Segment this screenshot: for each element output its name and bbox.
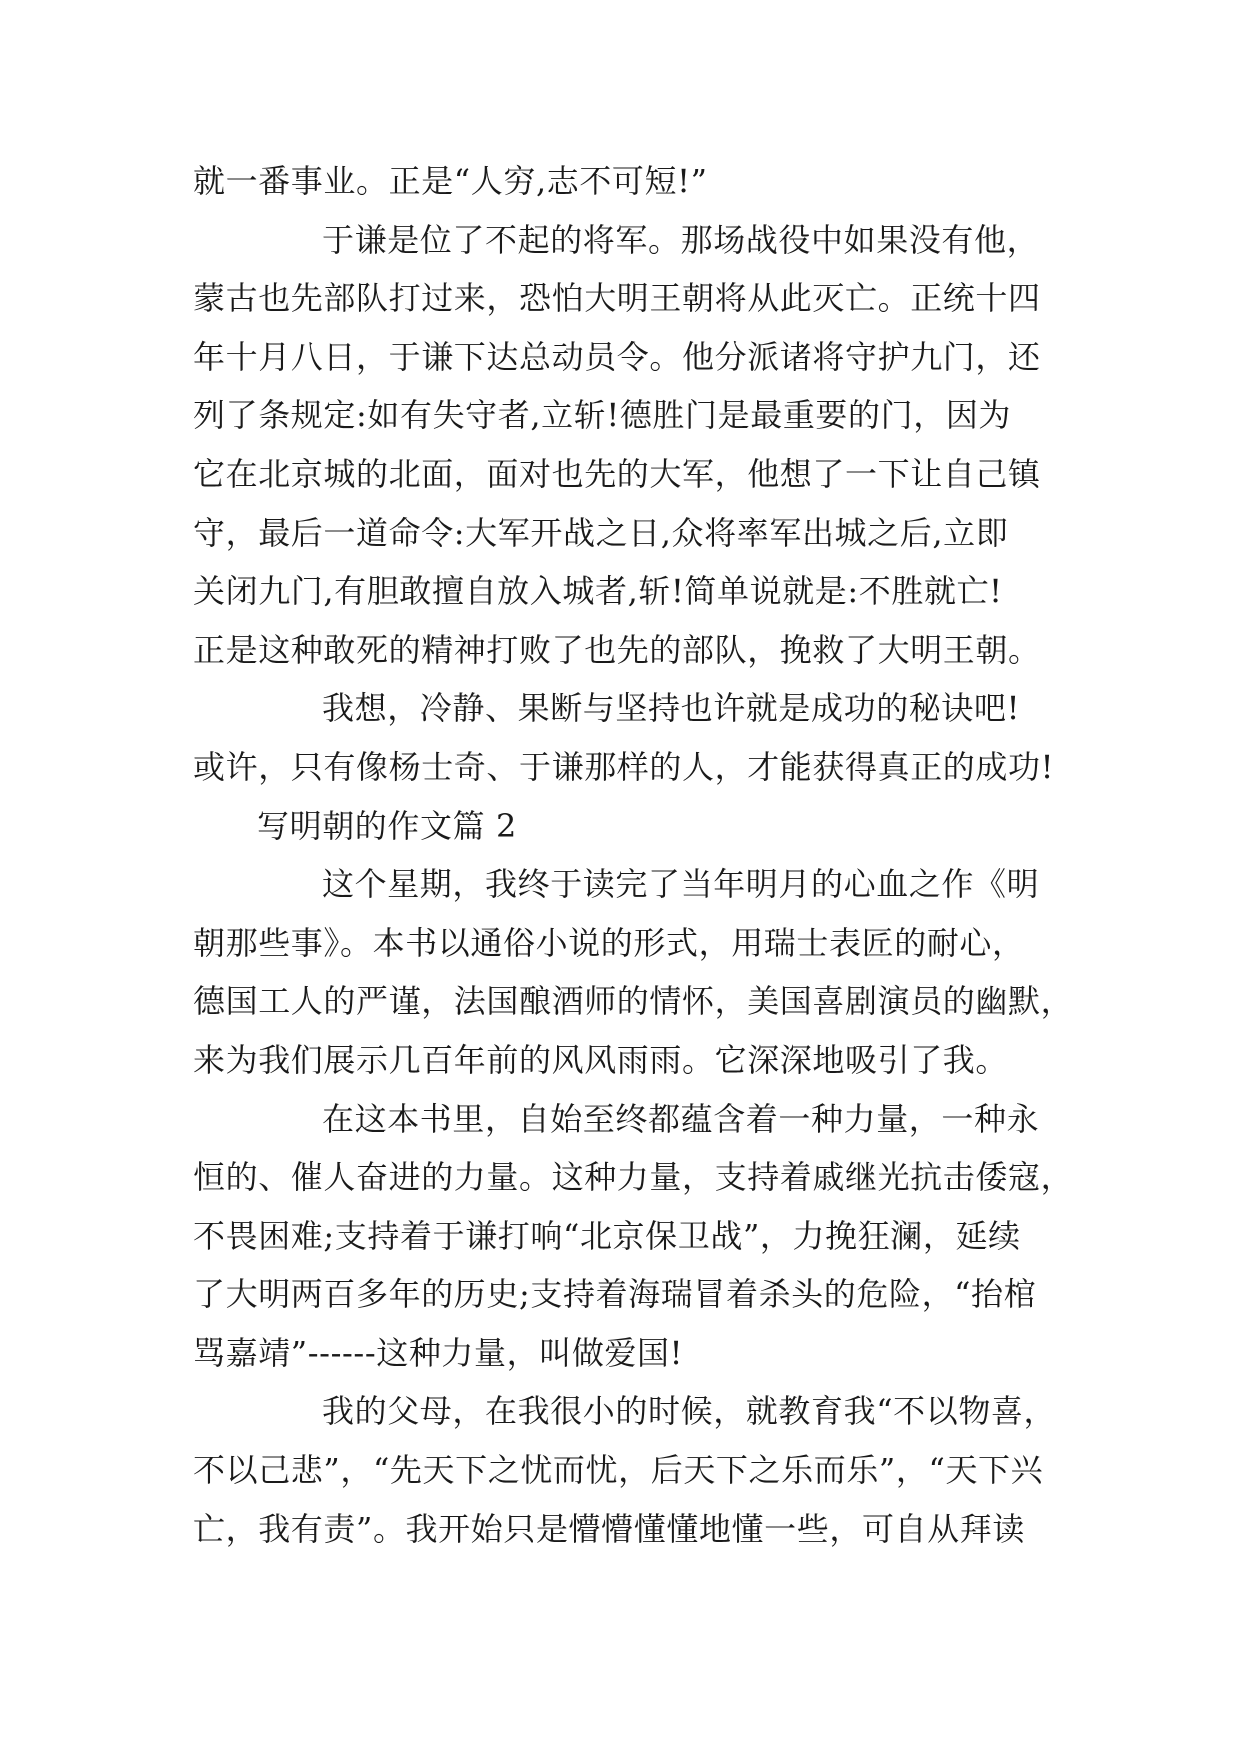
text-line: 来为我们展示几百年前的风风雨雨。它深深地吸引了我。 [193, 1040, 1009, 1079]
document-body [193, 152, 1074, 1558]
text-line: 于谦是位了不起的将军。那场战役中如果没有他， [322, 220, 1040, 259]
text-line: 不以己悲”，“先天下之忧而忧，后天下之乐而乐”，“天下兴 [193, 1451, 1044, 1490]
text-line: 恒的、催人奋进的力量。这种力量，支持着戚继光抗击倭寇， [193, 1158, 1074, 1197]
text-line: 亡，我有责”。我开始只是懵懵懂懂地懂一些，可自从拜读 [193, 1509, 1025, 1548]
text-line: 骂嘉靖”------这种力量，叫做爱国! [193, 1333, 684, 1372]
text-line: 我想，冷静、果断与坚持也许就是成功的秘诀吧! [322, 689, 1021, 728]
text-line: 德国工人的严谨，法国酿酒师的情怀，美国喜剧演员的幽默， [193, 982, 1074, 1021]
text-line: 了大明两百多年的历史;支持着海瑞冒着杀头的危险，“抬棺 [193, 1275, 1037, 1314]
text-line: 就一番事业。正是“人穷,志不可短!” [193, 162, 708, 200]
section-heading: 写明朝的作文篇 2 [257, 806, 517, 845]
text-line: 年十月八日，于谦下达总动员令。他分派诸将守护九门，还 [193, 337, 1041, 376]
text-line: 守，最后一道命令:大军开战之日,众将率军出城之后,立即 [193, 513, 1009, 552]
text-line: 列了条规定:如有失守者,立斩!德胜门是最重要的门，因为 [193, 396, 1012, 435]
text-line: 关闭九门,有胆敢擅自放入城者,斩!简单说就是:不胜就亡! [193, 572, 1003, 611]
text-line: 不畏困难;支持着于谦打响“北京保卫战”，力挽狂澜，延续 [193, 1216, 1021, 1255]
text-line: 蒙古也先部队打过来，恐怕大明王朝将从此灭亡。正统十四 [193, 279, 1041, 318]
text-line: 它在北京城的北面，面对也先的大军，他想了一下让自己镇 [193, 454, 1041, 493]
text-line: 正是这种敢死的精神打败了也先的部队，挽救了大明王朝。 [193, 630, 1041, 669]
text-line: 这个星期，我终于读完了当年明月的心血之作《明 [322, 865, 1040, 904]
text-line: 朝那些事》。本书以通俗小说的形式，用瑞士表匠的耐心， [193, 923, 1025, 962]
text-line: 或许，只有像杨士奇、于谦那样的人，才能获得真正的成功! [193, 747, 1055, 786]
text-line: 我的父母，在我很小的时候，就教育我“不以物喜， [322, 1392, 1057, 1431]
text-line: 在这本书里，自始至终都蕴含着一种力量，一种永 [322, 1099, 1040, 1138]
